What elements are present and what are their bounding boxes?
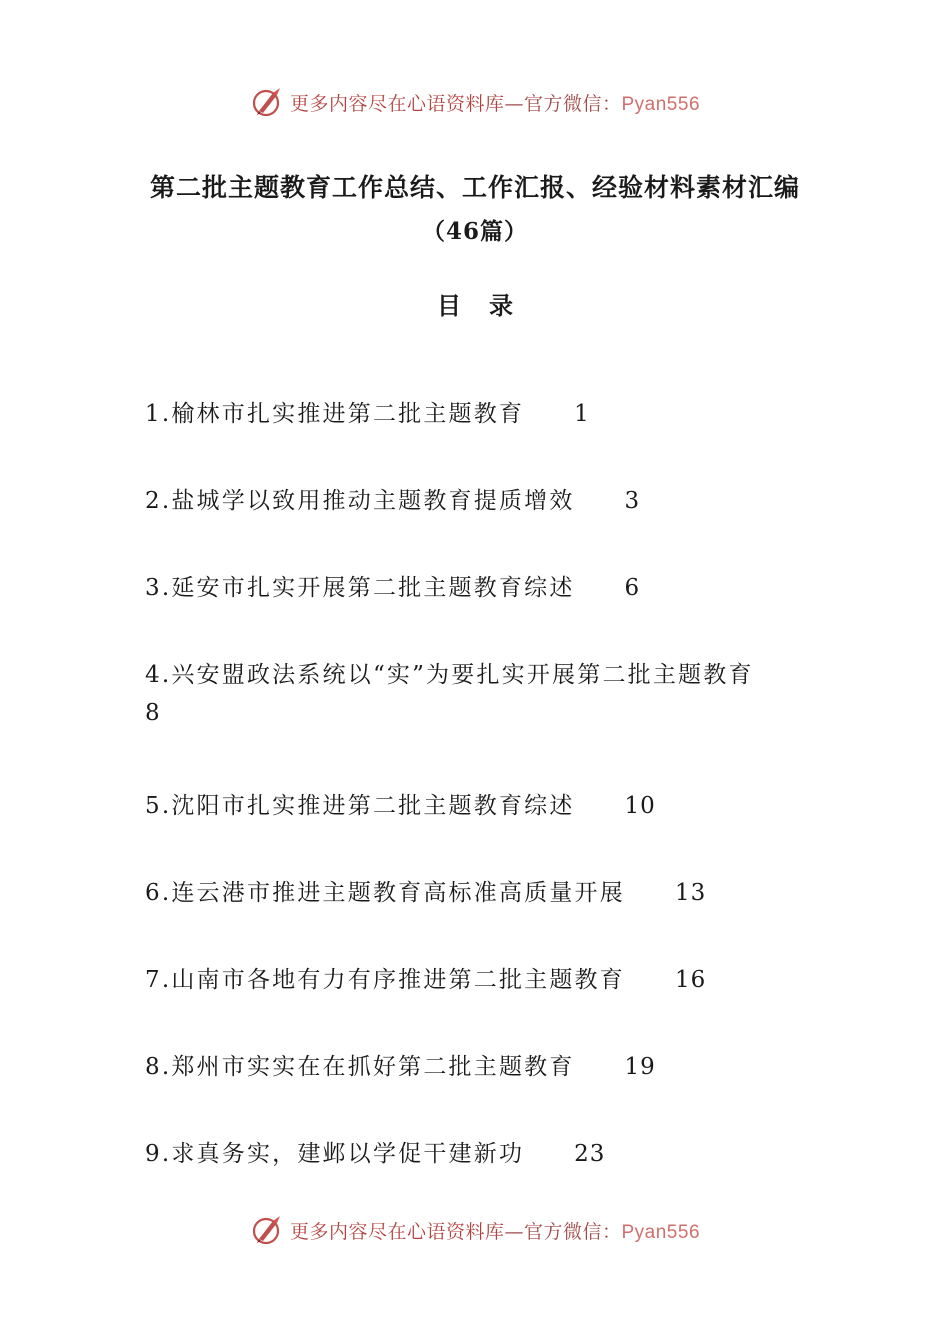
toc-entry-label: 5.沈阳市扎实推进第二批主题教育综述: [145, 793, 575, 819]
document-title: 第二批主题教育工作总结、工作汇报、经验材料素材汇编: [149, 173, 800, 202]
watermark-sub: —官方微信：: [504, 1220, 622, 1243]
watermark-text: [290, 89, 700, 116]
toc-entry-page: 23: [574, 1141, 606, 1167]
toc-entry-label: 8.郑州市实实在在抓好第二批主题教育: [145, 1054, 575, 1080]
toc-entry[interactable]: [145, 1050, 825, 1086]
toc-entry-label: 3.延安市扎实开展第二批主题教育综述: [145, 575, 575, 601]
toc-entry-page: 8: [145, 699, 161, 726]
toc-entry-page: 1: [574, 401, 590, 427]
toc-entry[interactable]: [145, 571, 825, 607]
toc-entry-page: 13: [674, 880, 707, 906]
toc-entry-page: 16: [674, 967, 707, 993]
toc-entry-page: 3: [624, 488, 641, 514]
watermark-main: 更多内容尽在心语资料库: [289, 1220, 505, 1243]
watermark-sub: —官方微信：: [504, 92, 622, 115]
toc-entry-page: 19: [624, 1054, 656, 1080]
quill-pen-logo-icon: [250, 85, 284, 119]
toc-entry-label: 6.连云港市推进主题教育高标准高质量开展: [145, 880, 625, 906]
document-subtitle: （46篇）: [421, 218, 528, 245]
toc-entry[interactable]: [145, 876, 825, 912]
watermark-header: [0, 82, 950, 122]
toc-entry[interactable]: [145, 397, 825, 433]
watermark-id: Pyan556: [621, 1221, 701, 1243]
toc-entry[interactable]: [145, 658, 825, 731]
toc-entry[interactable]: [145, 1137, 825, 1173]
toc-entry-label: 7.山南市各地有力有序推进第二批主题教育: [145, 967, 625, 993]
watermark-id: Pyan556: [621, 93, 701, 115]
watermark-text: [290, 1217, 700, 1244]
toc-entry-page: 6: [624, 575, 641, 601]
watermark-main: 更多内容尽在心语资料库: [289, 92, 505, 115]
quill-pen-logo-icon: [250, 1213, 284, 1247]
toc-entry-page: 10: [624, 793, 656, 819]
toc-entry[interactable]: [145, 963, 825, 999]
toc-entry-label: 1.榆林市扎实推进第二批主题教育: [145, 401, 525, 427]
toc-entry-label: 4.兴安盟政法系统以“实”为要扎实开展第二批主题教育: [145, 662, 754, 688]
watermark-footer: [0, 1210, 950, 1250]
toc-entry-label: 9.求真务实，建邺以学促干建新功: [145, 1141, 525, 1167]
toc-entry[interactable]: [145, 484, 825, 520]
toc-entry[interactable]: [145, 789, 825, 825]
toc-heading: 目录: [437, 291, 541, 320]
toc-entry-label: 2.盐城学以致用推动主题教育提质增效: [145, 488, 575, 514]
